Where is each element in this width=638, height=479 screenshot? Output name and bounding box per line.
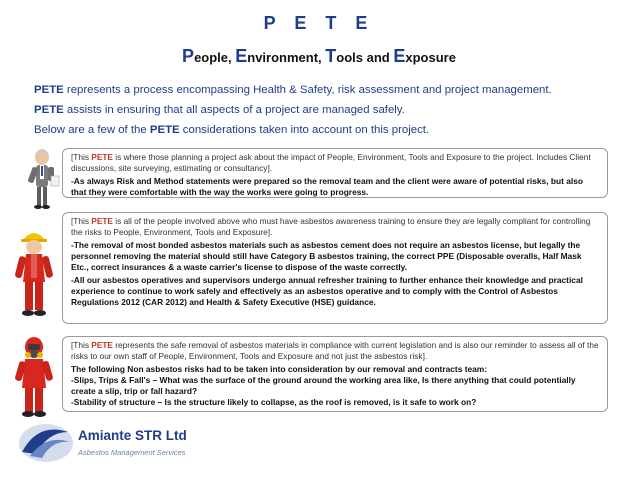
consideration-box-planning [62,148,608,198]
page-title: P E T E [263,13,375,33]
box-point: -As always Risk and Method statements were prepared so the removal team and the client were aware of potential risks, but also that they were comfortable with the way the works were going to progress. [71,176,583,197]
box-point: -The removal of most bonded asbestos materials such as asbestos cement does not require an asbestos license, but legally the personnel removing the material should still have Category B asbestos training, the correct PPE (Disposable overalls, Half Mask Etc., correct insurances & a waste carrier's license to dispose of the waste correctly. [71,240,582,272]
consideration-box-safe-removal [62,336,608,412]
page-subtitle: People, Environment, Tools and Exposure [182,46,456,66]
worker-respirator-figure-icon [14,336,54,418]
box-point: -All our asbestos operatives and supervisors undergo annual refresher training to further enhance their knowledge and practical experience to continue to work safely and effectively as an asbestos operative and to comply with the Control of Asbestos Regulations 2012 (CAR 2012) and Health & Safety Executive (HSE) guidance. [71,275,583,307]
box-lead-text: [This PETE represents the safe removal of asbestos materials in compliance with current legislation and is also our reminder to assess all of the risks to our own staff of People, Environment, Tools and Exposure and not just the asbestos risk]. [71,340,599,361]
company-logo-icon [16,418,74,466]
box-lead-text: [This PETE is where those planning a project ask about the impact of People, Environment, Tools and Exposure to the project. Includes Client discussions, site surveying, estimating or consultancy]. [71,152,591,173]
intro-line-2: PETE assists in ensuring that all aspects of a project are managed safely. [34,104,405,116]
consideration-box-training [62,212,608,324]
box-point: -Slips, Trips & Fall's – What was the surface of the ground around the working area like, Is there anything that could potentially create a slip, trip or fall hazard? [71,375,576,396]
company-tagline: Asbestos Management Services [78,448,186,457]
company-name: Amiante STR Ltd [78,428,187,443]
box-lead-text: [This PETE is all of the people involved above who must have asbestos awareness training to ensure they are legally compliant for controlling the risks to People, Environment, Tools and Exposure]. [71,216,591,237]
company-logo [16,418,200,468]
consultant-figure-icon [24,148,60,210]
box-point: The following Non asbestos risks had to be taken into consideration by our removal and contracts team: [71,364,488,374]
worker-hardhat-figure-icon [14,226,54,318]
box-point: -Stability of structure – Is the structure likely to collapse, as the roof is removed, is it safe to work on? [71,397,477,407]
intro-line-1: PETE represents a process encompassing Health & Safety, risk assessment and project management. [34,84,552,96]
intro-line-3: Below are a few of the PETE considerations taken into account on this project. [34,124,430,136]
